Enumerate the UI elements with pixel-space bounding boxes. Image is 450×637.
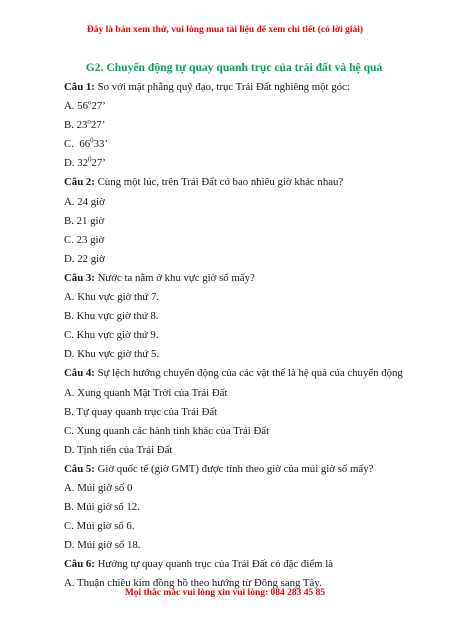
option-a: A. Khu vực giờ thứ 7. <box>64 291 160 304</box>
option-b: B. Tự quay quanh trục của Trái Đất <box>64 405 218 418</box>
question-stem <box>64 364 404 383</box>
option-a: A. 56$^o$27’ <box>64 98 106 113</box>
question-stem <box>64 555 404 574</box>
contact-footer-banner: Mọi thắc mắc vui lòng xin vui lòng: 084 283 45 85 <box>124 588 326 598</box>
option-b: B. Múi giờ số 12. <box>64 501 140 514</box>
option-c: C. Xung quanh các hành tinh khác của Trái Đất <box>64 424 270 437</box>
question-4 <box>64 364 404 459</box>
question-2 <box>64 173 404 268</box>
option-d: D. $32^027$’ <box>64 155 106 170</box>
option-c: C. Khu vực giờ thứ 9. <box>64 329 159 342</box>
question-5 <box>64 460 404 555</box>
question-stem <box>64 173 404 192</box>
option-b: B. 21 giờ <box>64 214 105 227</box>
question-text: Cùng một lúc, trên Trái Đất có bao nhiêu giờ khác nhau? <box>94 176 344 189</box>
option-b: B. Khu vực giờ thứ 8. <box>64 310 159 323</box>
option-d: D. Tịnh tiến của Trái Đất <box>64 443 173 456</box>
question-1 <box>64 78 404 173</box>
question-stem <box>64 78 404 97</box>
question-3 <box>64 269 404 364</box>
question-text: Hướng tự quay quanh trục của Trái Đất có đặc điểm là <box>94 558 333 571</box>
question-text: Sự lệch hướng chuyển động của các vật thể là hệ quả của chuyển động <box>94 367 403 380</box>
option-b: B. 23$^o$27’ <box>64 117 106 132</box>
question-text: So với mặt phẳng quỹ đạo, trục Trái Đất nghiêng một góc: <box>94 81 350 93</box>
option-a: A. 24 giờ <box>64 195 105 208</box>
question-label: Câu 2: <box>64 176 95 189</box>
question-text: Giờ quốc tế (giờ GMT) được tính theo giờ của múi giờ số mấy? <box>94 462 374 475</box>
question-label: Câu 3: <box>64 271 95 284</box>
question-label: Câu 4: <box>64 367 95 380</box>
option-a: A. Thuận chiều kim đồng hồ theo hướng từ Đông sang Tây. <box>64 577 322 590</box>
document-content <box>64 58 404 594</box>
option-a: A. Xung quanh Mặt Trời của Trái Đất <box>64 386 228 399</box>
question-text: Nước ta nằm ở khu vực giờ số mấy? <box>94 271 255 284</box>
option-d: D. 22 giờ <box>64 252 105 265</box>
section-title: G2. Chuyển động tự quay quanh trục của trái đất và hệ quả <box>85 61 383 74</box>
option-d: D. Khu vực giờ thứ 5. <box>64 348 160 361</box>
question-label: Câu 1: <box>64 81 95 93</box>
option-c: C. 23 giờ <box>64 233 105 246</box>
option-c: C. Múi giờ số 6. <box>64 520 135 533</box>
question-label: Câu 5: <box>64 462 95 475</box>
option-a: A. Múi giờ số 0 <box>64 481 133 494</box>
preview-notice-banner: Đây là bản xem thử, vui lòng mua tài liệu để xem chi tiết (có lời giải) <box>86 25 364 35</box>
option-c: C. $66^033$’ <box>64 136 109 151</box>
question-stem <box>64 269 404 288</box>
option-d: D. Múi giờ số 18. <box>64 539 141 552</box>
question-stem <box>64 460 404 479</box>
question-label: Câu 6: <box>64 558 95 571</box>
